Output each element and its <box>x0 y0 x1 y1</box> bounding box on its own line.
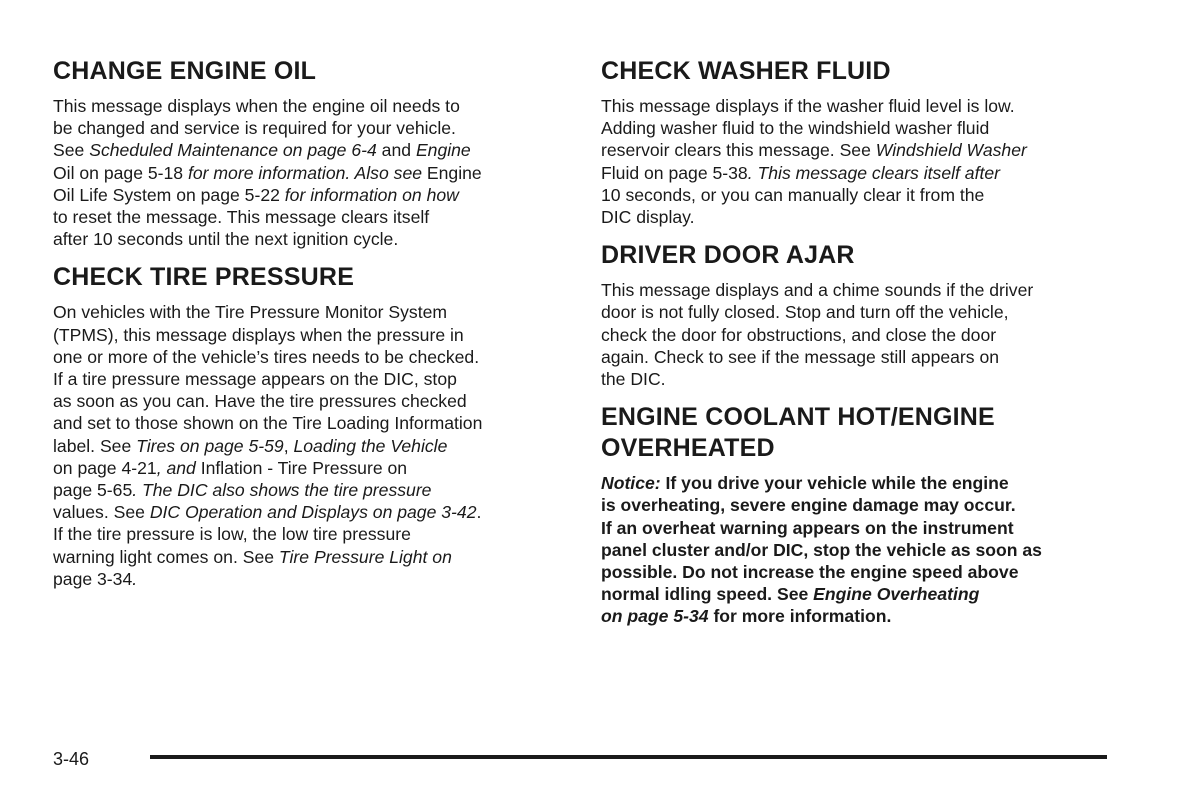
cross-reference: on page 5-34 <box>601 606 709 627</box>
text-run: Engine <box>426 162 482 183</box>
text-line <box>601 517 1101 539</box>
text-run: 10 seconds, or you can manually clear it from the <box>601 184 985 205</box>
cross-reference: Loading the Vehicle <box>293 435 448 456</box>
text-line <box>601 583 1101 605</box>
text-line <box>53 479 553 501</box>
text-run: If a tire pressure message appears on the DIC, stop <box>53 369 457 390</box>
heading-change-engine-oil: CHANGE ENGINE OIL <box>53 57 317 85</box>
text-line <box>601 162 1101 184</box>
section-check-washer-fluid <box>601 56 1101 228</box>
text-line <box>53 412 553 434</box>
text-line <box>53 368 553 390</box>
text-run: If you drive your vehicle while the engine <box>660 473 1009 494</box>
section-engine-coolant-hot <box>601 402 1101 627</box>
text-line <box>601 605 1101 627</box>
text-run: This message displays if the washer fluid level is low. <box>601 96 1015 116</box>
text-run: Fluid on page 5-38 <box>601 162 748 183</box>
text-run: the DIC. <box>601 369 666 390</box>
cross-reference: . <box>132 568 138 589</box>
text-line <box>53 390 553 412</box>
text-line <box>53 162 553 184</box>
heading-driver-door-ajar: DRIVER DOOR AJAR <box>601 241 855 270</box>
cross-reference: Tire Pressure Light on <box>278 546 452 567</box>
text-run: Adding washer fluid to the windshield washer fluid <box>601 118 990 139</box>
footer-rule <box>150 755 1107 759</box>
text-line <box>53 435 553 457</box>
text-run: on page 4-21 <box>53 457 157 478</box>
text-line <box>601 206 1101 228</box>
cross-reference: Engine Overheating <box>813 584 980 605</box>
cross-reference: Engine <box>415 140 471 161</box>
text-line <box>601 139 1101 161</box>
cross-reference: Notice: <box>601 473 661 494</box>
text-line <box>601 494 1101 516</box>
text-line <box>53 184 553 206</box>
text-run: one or more of the vehicle’s tires needs to be checked. <box>53 346 480 367</box>
text-run: Oil Life System on page 5-22 <box>53 184 280 205</box>
text-run: . <box>476 502 482 523</box>
cross-reference: Windshield Washer <box>875 140 1027 161</box>
text-line <box>53 228 553 250</box>
text-run: warning light comes on. See <box>53 546 279 567</box>
text-run: possible. Do not increase the engine speed above <box>601 562 1019 583</box>
cross-reference: . The DIC also shows the tire pressure <box>132 480 432 501</box>
text-run: (TPMS), this message displays when the pressure in <box>53 324 464 345</box>
right-column <box>601 56 1101 640</box>
section-check-tire-pressure <box>53 262 553 590</box>
text-run: reservoir clears this message. See <box>601 140 876 161</box>
text-run: and set to those shown on the Tire Loading Information <box>53 413 483 434</box>
text-line <box>601 184 1101 206</box>
heading-engine-coolant-hot <box>601 402 1101 464</box>
text-run: be changed and service is required for your vehicle. <box>53 118 456 139</box>
text-line <box>601 279 1101 301</box>
text-run: If the tire pressure is low, the low tire pressure <box>53 524 411 545</box>
text-run: page 5-65 <box>53 480 133 501</box>
text-line <box>601 117 1101 139</box>
text-line <box>53 457 553 479</box>
text-run: If an overheat warning appears on the instrument <box>601 517 1014 538</box>
text-run: panel cluster and/or DIC, stop the vehicle as soon as <box>601 539 1042 560</box>
heading-check-tire-pressure: CHECK TIRE PRESSURE <box>53 263 355 292</box>
text-run: Inflation - Tire Pressure on <box>200 457 408 478</box>
text-line <box>53 501 553 523</box>
text-line <box>601 95 1101 117</box>
cross-reference: , and <box>156 457 201 478</box>
text-line <box>601 472 1101 494</box>
text-run: and <box>376 140 416 161</box>
heading-check-washer-fluid: CHECK WASHER FLUID <box>601 57 891 85</box>
section-change-engine-oil <box>53 56 553 250</box>
text-line <box>601 301 1101 323</box>
text-run: door is not fully closed. Stop and turn off the vehicle, <box>601 302 1009 323</box>
text-run: check the door for obstructions, and close the door <box>601 324 997 345</box>
text-line <box>53 346 553 368</box>
text-line <box>53 95 553 117</box>
text-run: See <box>53 140 90 161</box>
text-run: On vehicles with the Tire Pressure Monitor System <box>53 302 448 323</box>
text-line <box>601 539 1101 561</box>
text-line <box>53 117 553 139</box>
section-driver-door-ajar <box>601 240 1101 390</box>
cross-reference: DIC Operation and Displays on page 3-42 <box>149 502 477 523</box>
paragraph-driver-door-ajar <box>601 279 1101 390</box>
text-line <box>53 206 553 228</box>
text-run: page 3-34 <box>53 568 133 589</box>
text-run: again. Check to see if the message still appears on <box>601 346 1000 367</box>
cross-reference: Scheduled Maintenance on page 6-4 <box>89 140 377 161</box>
left-column <box>53 56 553 602</box>
page-number: 3-46 <box>53 749 90 769</box>
text-run: Oil on page 5-18 <box>53 162 184 183</box>
text-line <box>53 546 553 568</box>
text-line <box>53 324 553 346</box>
text-run: normal idling speed. See <box>601 584 814 605</box>
cross-reference: . This message clears itself after <box>747 162 1001 183</box>
text-run: DIC display. <box>601 207 695 228</box>
text-line <box>53 568 553 590</box>
cross-reference: Tires on page 5-59 <box>136 435 284 456</box>
paragraph-check-washer-fluid <box>601 95 1101 228</box>
text-line <box>53 523 553 545</box>
text-line <box>601 346 1101 368</box>
text-line <box>53 301 553 323</box>
text-run: , <box>283 435 294 456</box>
text-line <box>53 139 553 161</box>
text-run: This message displays and a chime sounds if the driver <box>601 280 1034 301</box>
text-line <box>601 561 1101 583</box>
text-run: values. See <box>53 502 150 523</box>
paragraph-check-tire-pressure <box>53 301 553 590</box>
text-line <box>601 324 1101 346</box>
text-run: for more information. <box>708 606 892 627</box>
heading-line: OVERHEATED <box>601 434 775 463</box>
text-run: is overheating, severe engine damage may occur. <box>601 495 1016 516</box>
cross-reference: for information on how <box>279 184 459 205</box>
notice-engine-overheating <box>601 472 1101 627</box>
text-run: as soon as you can. Have the tire pressures checked <box>53 391 467 412</box>
heading-line: ENGINE COOLANT HOT/ENGINE <box>601 403 995 432</box>
text-line <box>601 368 1101 390</box>
text-run: after 10 seconds until the next ignition cycle. <box>53 229 399 250</box>
cross-reference: for more information. Also see <box>183 162 427 183</box>
text-run: This message displays when the engine oil needs to <box>53 96 460 116</box>
text-run: to reset the message. This message clears itself <box>53 207 430 228</box>
paragraph-change-engine-oil <box>53 95 553 250</box>
text-run: label. See <box>53 435 137 456</box>
